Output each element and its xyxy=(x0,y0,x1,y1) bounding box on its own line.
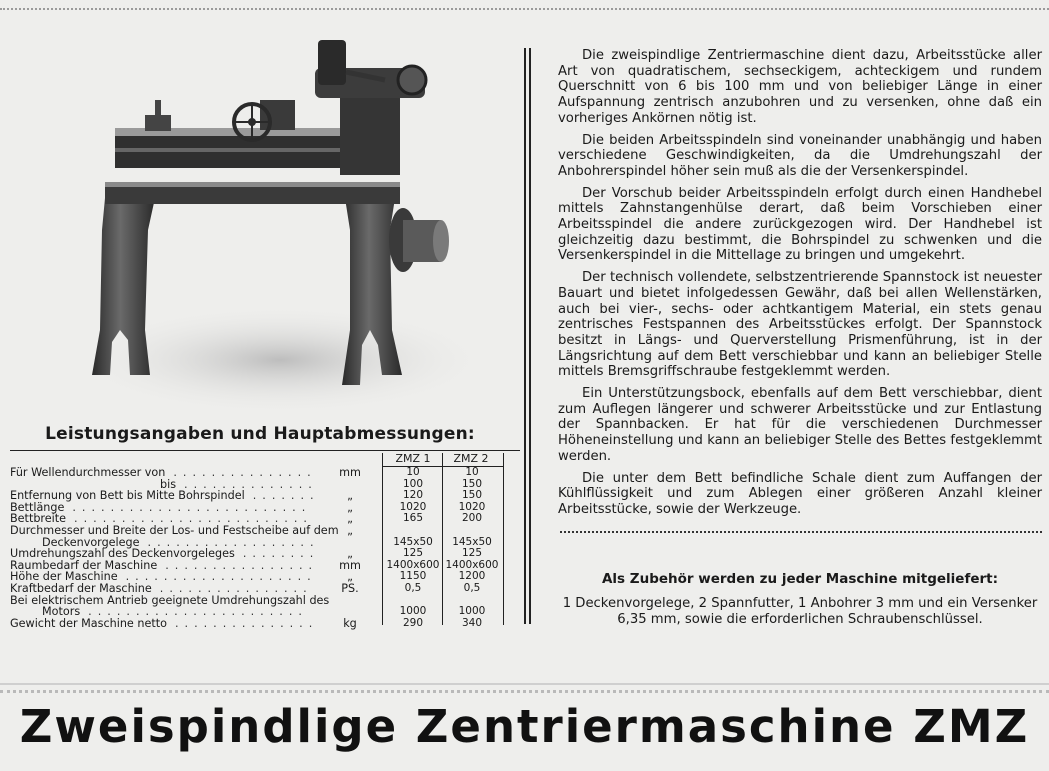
row-value-zmz2: 340 xyxy=(461,616,483,629)
row-label: Bettbreite xyxy=(10,512,67,526)
column-header-zmz1: ZMZ 1 xyxy=(395,452,431,465)
table-row xyxy=(10,618,520,630)
description-paragraph: Die beiden Arbeitsspindeln sind voneinander unabhängig und haben verschiedene Geschwindigkeiten, da die Umdrehungszahl der Anbohrerspindel höher sein muß als die der Versenkerspindel. xyxy=(558,132,1042,179)
row-value-zmz2: 0,5 xyxy=(463,582,481,594)
row-label: Umdrehungszahl des Deckenvorgeleges xyxy=(10,547,235,561)
row-label: Kraftbedarf der Maschine xyxy=(10,582,152,595)
column-header-zmz2: ZMZ 2 xyxy=(453,452,489,465)
leader-dots: ................ xyxy=(159,582,313,595)
row-unit: mm xyxy=(339,466,361,479)
row-unit: „ xyxy=(347,547,353,561)
row-label: Durchmesser und Breite der Los- und Festscheibe auf dem xyxy=(10,524,339,537)
row-label: Bei elektrischem Antrieb geeignete Umdrehungszahl des xyxy=(10,593,330,607)
row-unit: „ xyxy=(347,500,353,514)
row-value-zmz1: 145x50 xyxy=(393,535,433,548)
table-row xyxy=(10,467,520,479)
row-value-zmz1: 290 xyxy=(402,616,424,629)
row-unit: „ xyxy=(347,524,353,537)
table-row xyxy=(10,583,520,595)
row-value-zmz1: 10 xyxy=(406,466,420,478)
row-label: bis xyxy=(160,477,177,491)
row-label: Entfernung von Bett bis Mitte Bohrspindel xyxy=(10,489,245,503)
accessories-separator xyxy=(560,531,1042,533)
row-value-zmz2: 1000 xyxy=(458,605,486,618)
main-title: Zweispindlige Zentriermaschine ZMZ xyxy=(19,700,1030,753)
row-value-zmz1: 165 xyxy=(402,512,424,525)
row-label: Bettlänge xyxy=(10,500,65,514)
spec-title-rule xyxy=(10,450,520,451)
row-unit: „ xyxy=(347,489,353,503)
row-value-zmz2: 1400x600 xyxy=(445,558,499,571)
row-unit: mm xyxy=(339,558,361,572)
leader-dots: ........ xyxy=(242,547,320,561)
bottom-rule xyxy=(0,683,1049,685)
column-divider xyxy=(529,48,531,624)
leader-dots: .................... xyxy=(125,570,317,584)
leader-dots: ............... xyxy=(174,616,319,630)
row-value-zmz2: 125 xyxy=(461,547,483,560)
row-value-zmz1: 1000 xyxy=(399,605,427,618)
accessories-text: 1 Deckenvorgelege, 2 Spannfutter, 1 Anbohrer 3 mm und ein Versenker 6,35 mm, sowie die erforderlichen Schraubenschlüssel. xyxy=(562,596,1038,627)
row-value-zmz2: 200 xyxy=(461,512,483,525)
row-value-zmz1: 1150 xyxy=(399,570,427,583)
leader-dots: ....... xyxy=(252,489,320,503)
row-value-zmz2: 145x50 xyxy=(452,535,492,548)
leader-dots: ....................... xyxy=(88,605,308,619)
row-value-zmz2: 10 xyxy=(465,466,479,478)
row-unit: kg xyxy=(343,616,357,630)
leader-dots: .................. xyxy=(147,535,320,549)
description-paragraph: Der Vorschub beider Arbeitsspindeln erfolgt durch einen Handhebel mittels Zahnstangenhülse derart, daß beim Vorschieben einer Arbeitsspindel die andere zurückgezogen wird. Der Handhebel ist gleichzeitig dazu bestimmt, die Bohrspindel zu schwenken und die Versenkerspindel in die Mittellage zu bringen und umgekehrt. xyxy=(558,185,1042,264)
row-value-zmz2: 150 xyxy=(461,477,483,490)
row-unit: PS. xyxy=(341,582,359,595)
row-unit: „ xyxy=(347,570,353,584)
description-paragraph: Der technisch vollendete, selbstzentrierende Spannstock ist neuester Bauart und bietet infolgedessen Gewähr, daß bei allen Wellenstärken, auch bei vier-, sechs- oder achtkantigem Material, ein stets genau zentrisches Festspannen des Arbeitsstückes erfolgt. Der Spannstock besitzt in Längs- und Querverstellung Prismenführung, ist in der Längsrichtung auf dem Bett verschiebbar und kann an beliebiger Stelle mittels Bremsgriffschraube festgeklemmt werden. xyxy=(558,270,1042,380)
leader-dots: .............. xyxy=(184,477,318,491)
row-value-zmz2: 1200 xyxy=(458,570,486,583)
leader-dots: ................ xyxy=(165,558,319,572)
row-label: Für Wellendurchmesser von xyxy=(10,466,166,479)
bottom-dotted-rule xyxy=(0,690,1049,693)
row-label: Deckenvorgelege xyxy=(42,535,140,549)
spec-title: Leistungsangaben und Hauptabmessungen: xyxy=(45,424,475,444)
machine-illustration xyxy=(60,30,480,415)
description-paragraph: Ein Unterstützungsbock, ebenfalls auf dem Bett verschiebbar, dient zum Auflegen längerer und schwerer Arbeitsstücke und zur Entlastung der Spannbacken. Er hat für die verschiedenen Durchmesser Höheneinstellung und kann an beliebiger Stelle des Bettes festgeklemmt werden. xyxy=(558,386,1042,464)
row-label: Motors xyxy=(42,605,81,619)
row-value-zmz2: 1020 xyxy=(458,500,486,513)
leader-dots: ......................... xyxy=(74,512,313,526)
accessories-title: Als Zubehör werden zu jeder Maschine mitgeliefert: xyxy=(601,571,999,587)
column-divider xyxy=(524,48,526,624)
row-value-zmz1: 120 xyxy=(402,489,424,502)
top-dotted-rule xyxy=(0,8,1049,10)
description xyxy=(558,48,1042,524)
row-label: Raumbedarf der Maschine xyxy=(10,558,158,572)
leader-dots: ............... xyxy=(173,466,317,479)
row-label: Höhe der Maschine xyxy=(10,570,118,584)
row-unit: „ xyxy=(347,512,353,526)
row-value-zmz1: 1020 xyxy=(399,500,427,513)
row-value-zmz2: 150 xyxy=(461,489,483,502)
row-value-zmz1: 1400x600 xyxy=(386,558,440,571)
description-paragraph: Die zweispindlige Zentriermaschine dient dazu, Arbeitsstücke aller Art von quadratischem, sechseckigem, achteckigem und rundem Querschnitt von 6 bis 100 mm und von beliebiger Länge in einer Aufspannung zentrisch anzubohren und zu versenken, ohne daß ein vorheriges Ankörnen nötig ist. xyxy=(558,48,1042,126)
description-paragraph: Die unter dem Bett befindliche Schale dient zum Auffangen der Kühlflüssigkeit und zum Ablegen einer größeren Anzahl kleiner Arbeitsstücke, sowie der Werkzeuge. xyxy=(558,470,1042,517)
row-value-zmz1: 125 xyxy=(402,547,424,560)
row-value-zmz1: 100 xyxy=(402,477,424,490)
row-label: Gewicht der Maschine netto xyxy=(10,616,167,630)
table-row xyxy=(10,525,520,537)
row-value-zmz1: 0,5 xyxy=(404,582,422,594)
leader-dots: ......................... xyxy=(72,500,312,514)
